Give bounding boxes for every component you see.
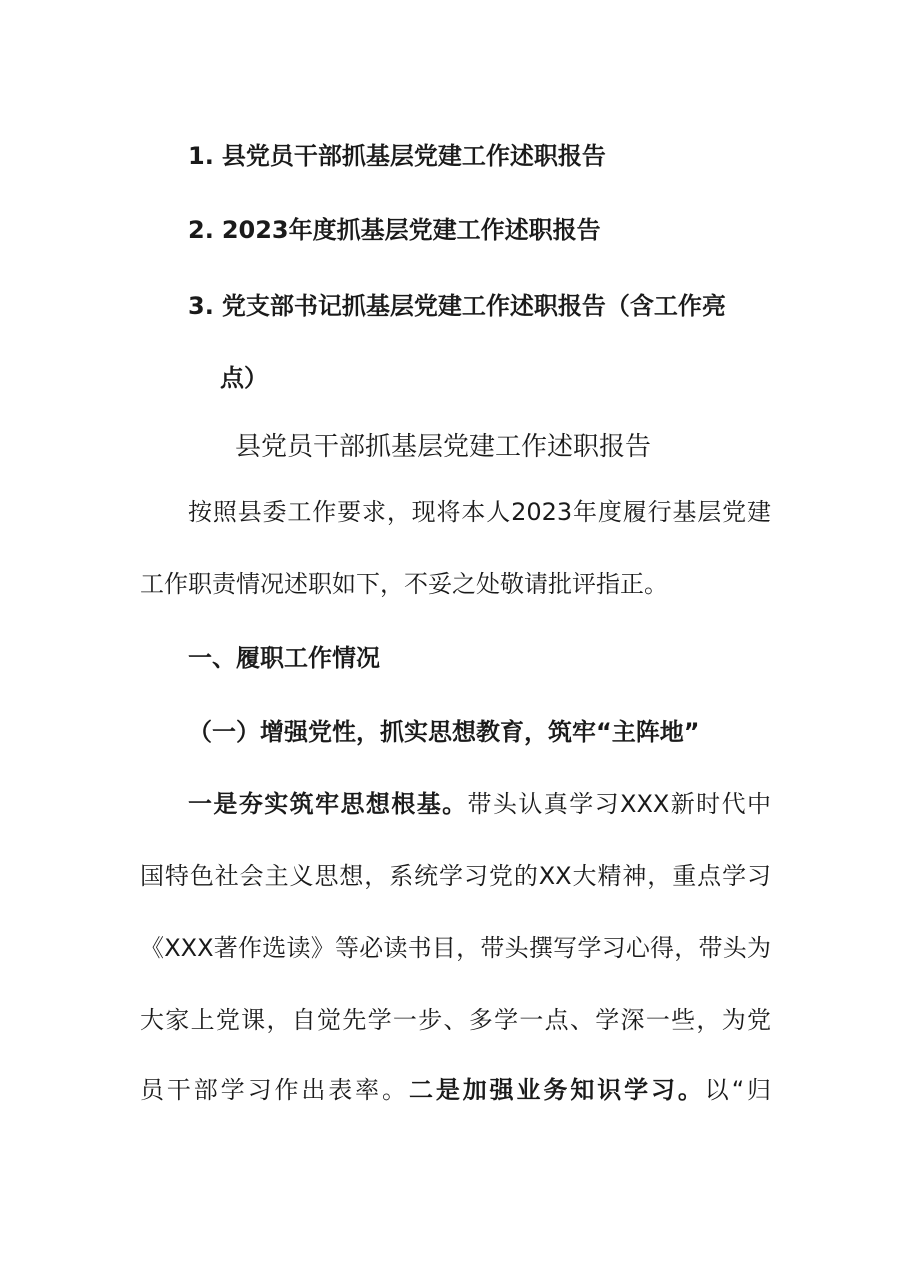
toc-item-3-continuation: 点） [220, 364, 268, 392]
paragraph-text: 带头认真学习XXX新时代中 [467, 790, 771, 818]
document-title: 县党员干部抓基层党建工作述职报告 [235, 432, 652, 462]
body-paragraph-line-2: 国特色社会主义思想，系统学习党的XX大精神，重点学习 [140, 862, 771, 890]
intro-paragraph-line-2: 工作职责情况述职如下，不妥之处敬请批评指正。 [140, 570, 668, 598]
toc-text: 党支部书记抓基层党建工作述职报告（含工作亮 [221, 292, 726, 320]
intro-paragraph-line-1: 按照县委工作要求，现将本人2023年度履行基层党建 [188, 498, 771, 526]
body-paragraph-line-5 [140, 1074, 771, 1106]
toc-item-1 [188, 140, 606, 172]
body-paragraph-line-4: 大家上党课，自觉先学一步、多学一点、学深一些，为党 [140, 1006, 771, 1034]
toc-number: 3. [188, 292, 214, 320]
body-paragraph-line-1 [188, 788, 771, 820]
toc-text: 县党员干部抓基层党建工作述职报告 [221, 142, 606, 170]
section-heading: 一、履职工作情况 [188, 644, 380, 672]
paragraph-text: 员干部学习作出表率。 [140, 1076, 409, 1104]
toc-number: 2. [188, 216, 214, 244]
toc-number: 1. [188, 142, 214, 170]
paragraph-bold-lead: 二是加强业务知识学习。 [408, 1076, 705, 1104]
paragraph-text: 以“归 [704, 1076, 772, 1104]
body-paragraph-line-3: 《XXX著作选读》等必读书目，带头撰写学习心得，带头为 [140, 934, 771, 962]
subsection-heading: （一）增强党性，抓实思想教育，筑牢“主阵地” [188, 718, 700, 746]
paragraph-bold-lead: 一是夯实筑牢思想根基。 [188, 790, 468, 818]
toc-text: 2023年度抓基层党建工作述职报告 [221, 216, 601, 244]
toc-item-2 [188, 214, 601, 246]
toc-item-3 [188, 290, 726, 322]
